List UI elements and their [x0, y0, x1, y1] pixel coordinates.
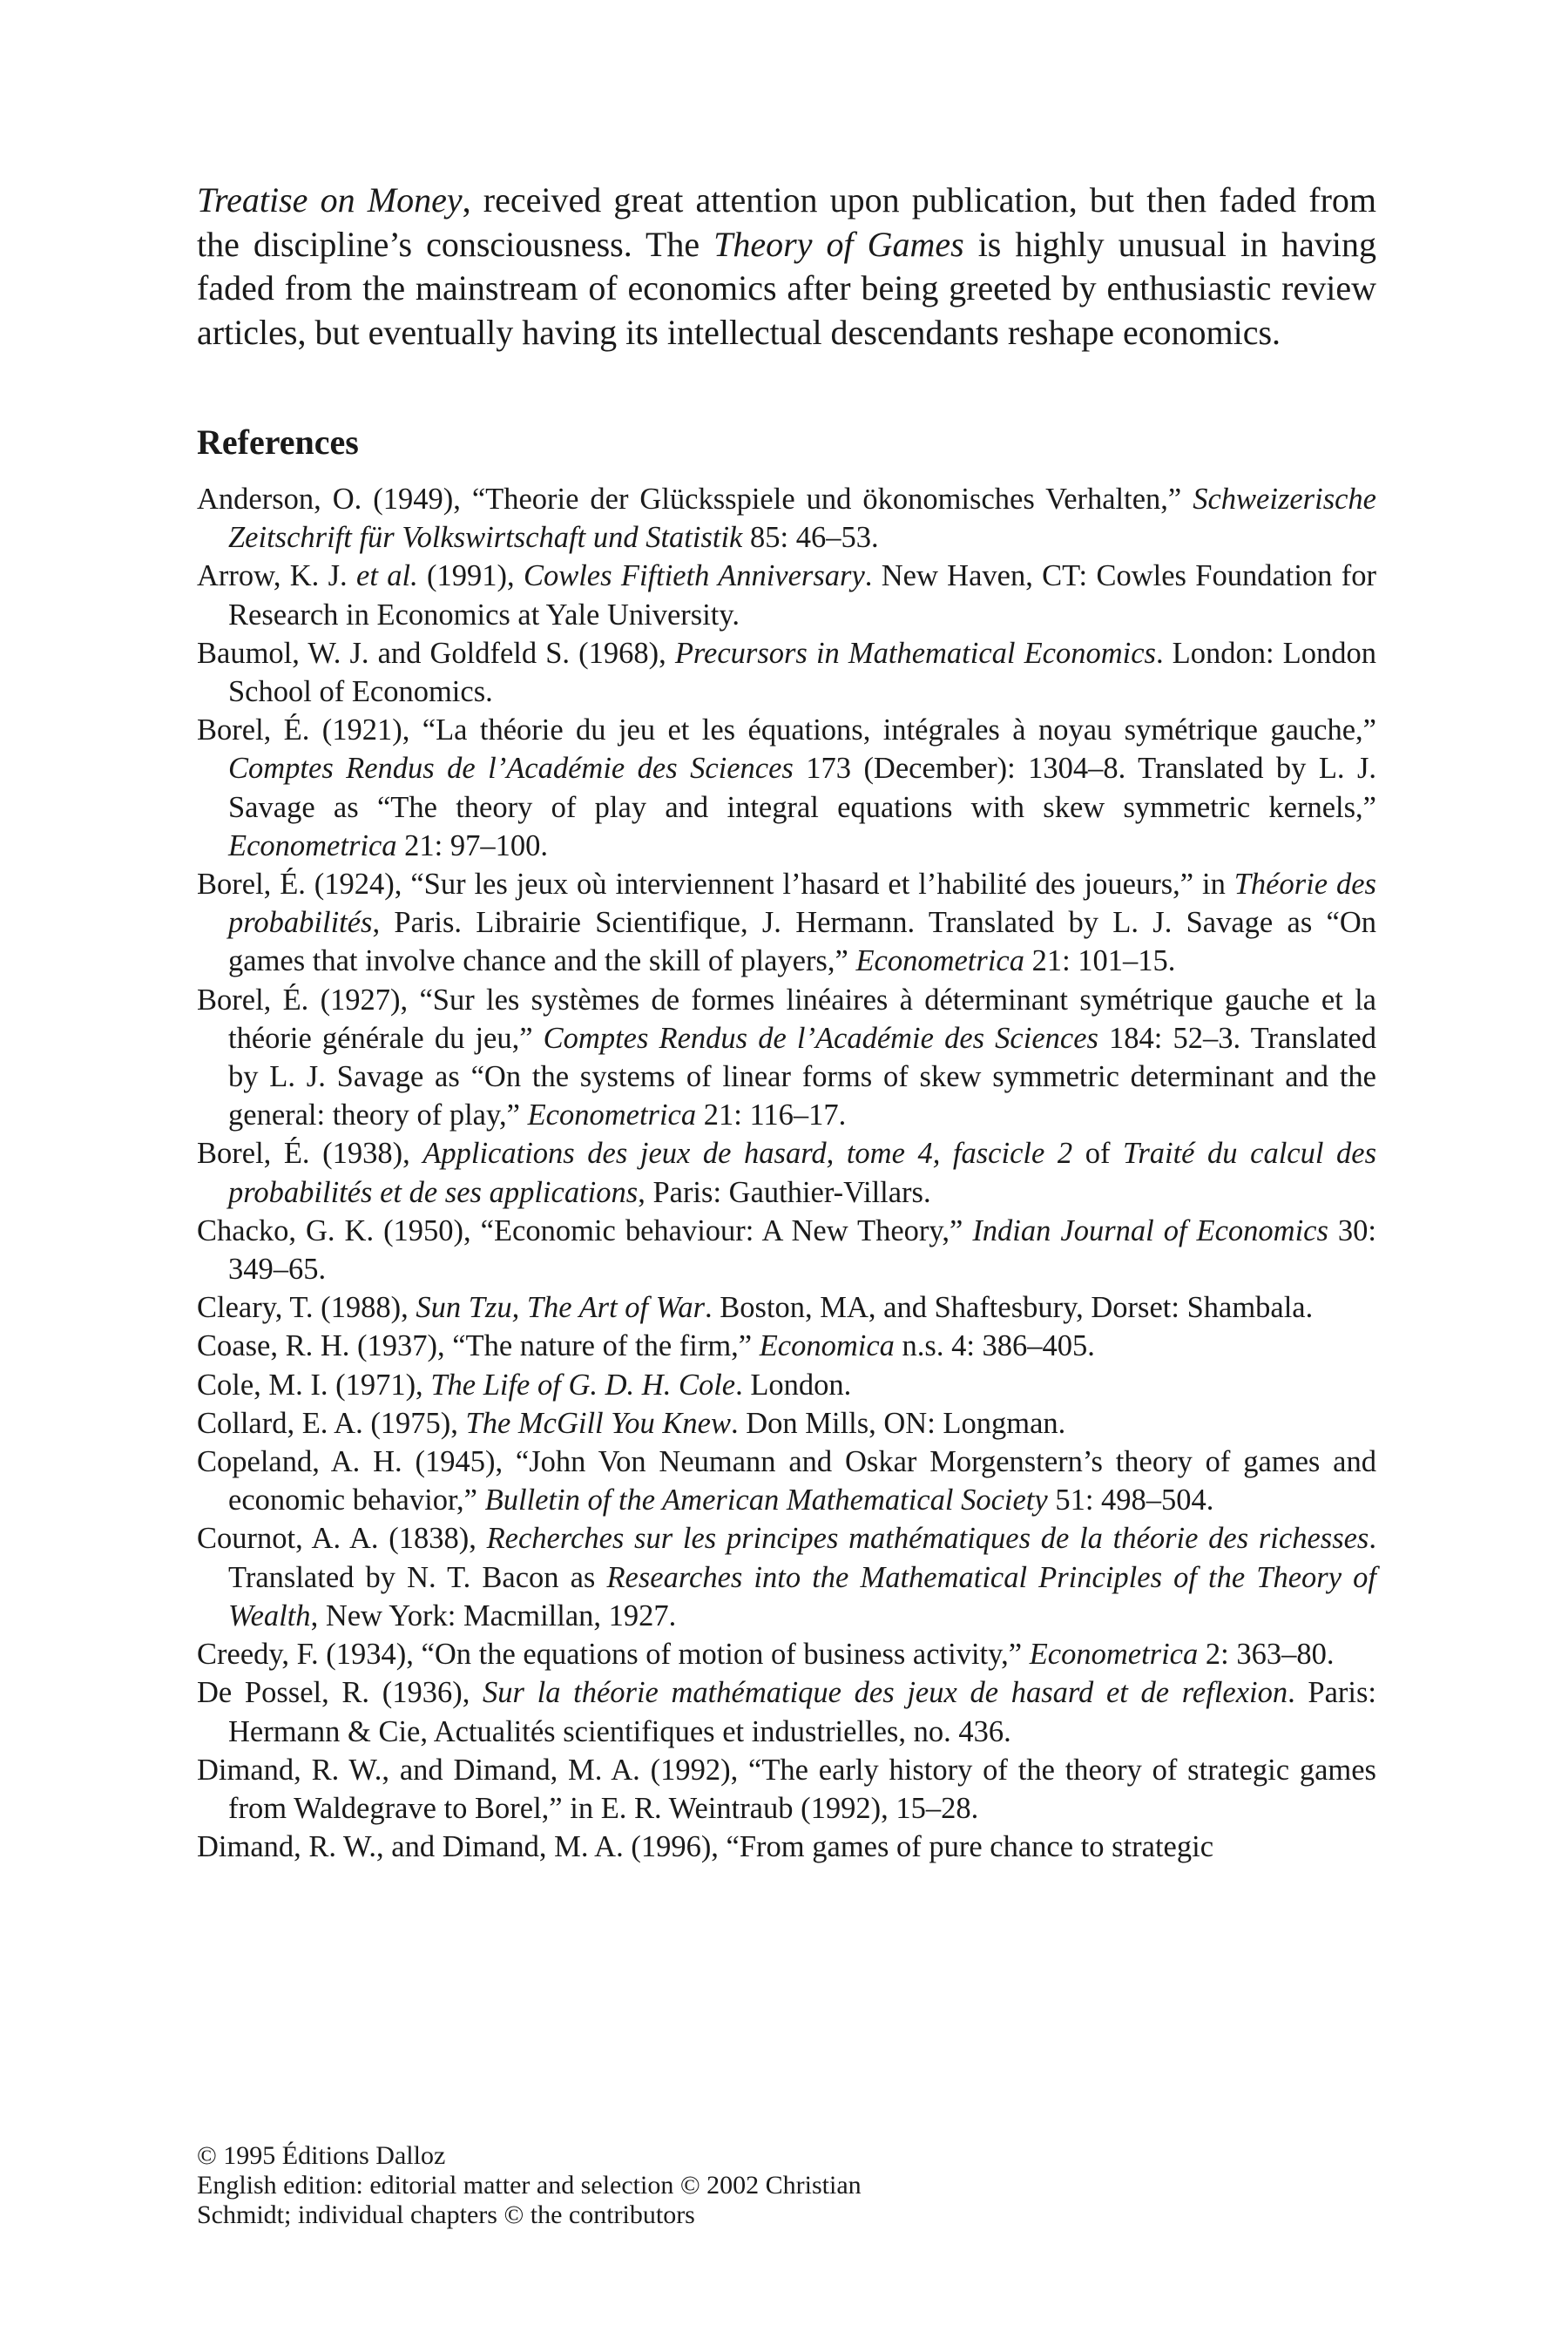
- italic-text: Théorie des probabilités: [228, 868, 1376, 940]
- text-run: n.s. 4: 386–405.: [894, 1329, 1095, 1363]
- references-heading: References: [197, 422, 359, 462]
- reference-entry: [197, 1443, 1376, 1519]
- text-run: , Paris: Gauthier-Villars.: [638, 1175, 931, 1209]
- text-run: , Paris. Librairie Scientifique, J. Hermann. Translated by L. J. Savage as “On games that involve chance and the skill of players,”: [228, 906, 1376, 978]
- text-run: 30: 349–65.: [228, 1213, 1376, 1287]
- italic-text: et al.: [356, 559, 418, 593]
- text-run: . Paris: Hermann & Cie, Actualités scientifiques et industrielles, no. 436.: [228, 1676, 1376, 1748]
- text-run: Dimand, R. W., and Dimand, M. A. (1992), “The early history of the theory of strategic games from Waldegrave to Borel,” in E. R. Weintraub (1992), 15–28.: [197, 1753, 1376, 1825]
- reference-entry: [197, 1404, 1376, 1443]
- italic-text: Traité du calcul des probabilités et de ses applications: [228, 1137, 1376, 1209]
- text-run: Arrow, K. J.: [197, 559, 357, 593]
- text-run: Chacko, G. K. (1950), “Economic behaviour: A New Theory,”: [197, 1213, 973, 1247]
- text-run: Collard, E. A. (1975),: [197, 1406, 466, 1440]
- text-run: 173 (December): 1304–8. Translated by L. J. Savage as “The theory of play and integral equations with skew symmetric kernels,”: [228, 752, 1376, 824]
- copyright-line-3: Schmidt; individual chapters © the contributors: [197, 2200, 695, 2229]
- italic-text: Econometrica: [1029, 1638, 1199, 1672]
- italic-text: Theory of Games: [713, 224, 964, 264]
- text-run: Borel, É. (1938),: [197, 1137, 423, 1171]
- reference-entry: [197, 1635, 1376, 1673]
- reference-entry: [197, 711, 1376, 865]
- reference-entry: [197, 1673, 1376, 1750]
- text-run: , New York: Macmillan, 1927.: [310, 1598, 677, 1632]
- italic-text: Cowles Fiftieth Anniversary: [523, 559, 865, 593]
- italic-text: Comptes Rendus de l’Académie des Sciences: [228, 752, 794, 786]
- reference-entry: [197, 557, 1376, 633]
- text-run: . Translated by N. T. Bacon as: [228, 1522, 1376, 1594]
- text-run: Cole, M. I. (1971),: [197, 1368, 431, 1402]
- text-run: 21: 101–15.: [1024, 944, 1176, 978]
- reference-entry: [197, 480, 1376, 557]
- text-run: Coase, R. H. (1937), “The nature of the firm,”: [197, 1329, 760, 1363]
- reference-entry: [197, 981, 1376, 1135]
- italic-text: Econometrica: [228, 828, 397, 862]
- italic-text: The Life of G. D. H. Cole: [430, 1368, 736, 1402]
- italic-text: Sur la théorie mathématique des jeux de hasard et de reflexion: [483, 1676, 1288, 1710]
- text-run: Creedy, F. (1934), “On the equations of motion of business activity,”: [197, 1638, 1030, 1672]
- reference-entry: [197, 634, 1376, 711]
- italic-text: Economica: [759, 1329, 895, 1363]
- text-run: of: [1072, 1137, 1124, 1171]
- text-run: Borel, É. (1927), “Sur les systèmes de formes linéaires à déterminant symétrique gauche et la théorie générale du jeu,”: [197, 983, 1376, 1055]
- reference-entry: [197, 865, 1376, 981]
- text-run: , received great attention upon publication, but then faded from the discipline’s consciousness. The: [197, 180, 1377, 264]
- text-run: . London.: [735, 1368, 852, 1402]
- italic-text: Researches into the Mathematical Principles of the Theory of Wealth: [228, 1560, 1376, 1632]
- italic-text: Recherches sur les principes mathématiques de la théorie des richesses: [486, 1522, 1369, 1556]
- reference-entry: [197, 1751, 1376, 1828]
- italic-text: Econometrica: [855, 944, 1024, 978]
- text-run: . London: London School of Economics.: [228, 636, 1377, 709]
- italic-text: The McGill You Knew: [465, 1406, 731, 1440]
- italic-text: Applications des jeux de hasard, tome 4, fascicle 2: [422, 1137, 1073, 1171]
- italic-text: Sun Tzu, The Art of War: [416, 1291, 706, 1325]
- text-run: Dimand, R. W., and Dimand, M. A. (1996), “From games of pure chance to strategic: [197, 1830, 1214, 1864]
- reference-entry: [197, 1519, 1376, 1635]
- reference-entry: [197, 1327, 1376, 1365]
- text-run: Anderson, O. (1949), “Theorie der Glücksspiele und ökonomisches Verhalten,”: [197, 483, 1193, 516]
- italic-text: Bulletin of the American Mathematical Society: [484, 1484, 1048, 1517]
- copyright-line-2: English edition: editorial matter and selection © 2002 Christian: [197, 2171, 862, 2200]
- italic-text: Precursors in Mathematical Economics: [674, 636, 1156, 670]
- text-run: De Possel, R. (1936),: [197, 1676, 483, 1710]
- text-run: (1991),: [417, 559, 524, 593]
- italic-text: Indian Journal of Economics: [972, 1213, 1328, 1247]
- copyright-line-1: © 1995 Éditions Dalloz: [197, 2141, 446, 2170]
- text-run: 184: 52–3. Translated by L. J. Savage as “On the systems of linear forms of skew symmetric determinant and the general: theory of play,”: [228, 1021, 1376, 1132]
- text-run: Cleary, T. (1988),: [197, 1291, 416, 1325]
- text-run: . New Haven, CT: Cowles Foundation for Research in Economics at Yale University.: [228, 559, 1376, 632]
- text-run: is highly unusual in having faded from the mainstream of economics after being greeted by enthusiastic review articles, but eventually having its intellectual descendants reshape economics.: [197, 224, 1377, 352]
- text-run: 51: 498–504.: [1047, 1484, 1214, 1517]
- text-run: . Boston, MA, and Shaftesbury, Dorset: Shambala.: [705, 1291, 1314, 1325]
- text-run: 21: 97–100.: [396, 828, 548, 862]
- copyright-footer: [197, 2141, 1068, 2230]
- page-content: [197, 179, 1376, 1866]
- text-run: 85: 46–53.: [742, 521, 879, 555]
- reference-entry: [197, 1828, 1376, 1866]
- intro-paragraph: [197, 179, 1376, 355]
- italic-text: Comptes Rendus de l’Académie des Sciences: [543, 1021, 1098, 1055]
- reference-entry: [197, 1288, 1376, 1327]
- text-run: Baumol, W. J. and Goldfeld S. (1968),: [197, 636, 675, 670]
- text-run: Borel, É. (1921), “La théorie du jeu et les équations, intégrales à noyau symétrique gauche,”: [197, 713, 1376, 747]
- text-run: Copeland, A. H. (1945), “John Von Neumann and Oskar Morgenstern’s theory of games and economic behavior,”: [197, 1445, 1376, 1517]
- text-run: 2: 363–80.: [1198, 1638, 1335, 1672]
- reference-entry: [197, 1134, 1376, 1211]
- text-run: . Don Mills, ON: Longman.: [731, 1406, 1066, 1440]
- italic-text: Schweizerische Zeitschrift für Volkswirtschaft und Statistik: [228, 483, 1376, 555]
- text-run: Cournot, A. A. (1838),: [197, 1522, 487, 1556]
- text-run: Borel, É. (1924), “Sur les jeux où interviennent l’hasard et l’habilité des joueurs,” in: [197, 868, 1234, 902]
- reference-entry: [197, 1212, 1376, 1288]
- italic-text: Treatise on Money: [197, 180, 463, 220]
- text-run: 21: 116–17.: [696, 1098, 847, 1132]
- italic-text: Econometrica: [527, 1098, 697, 1132]
- reference-list: [197, 480, 1376, 1866]
- reference-entry: [197, 1366, 1376, 1404]
